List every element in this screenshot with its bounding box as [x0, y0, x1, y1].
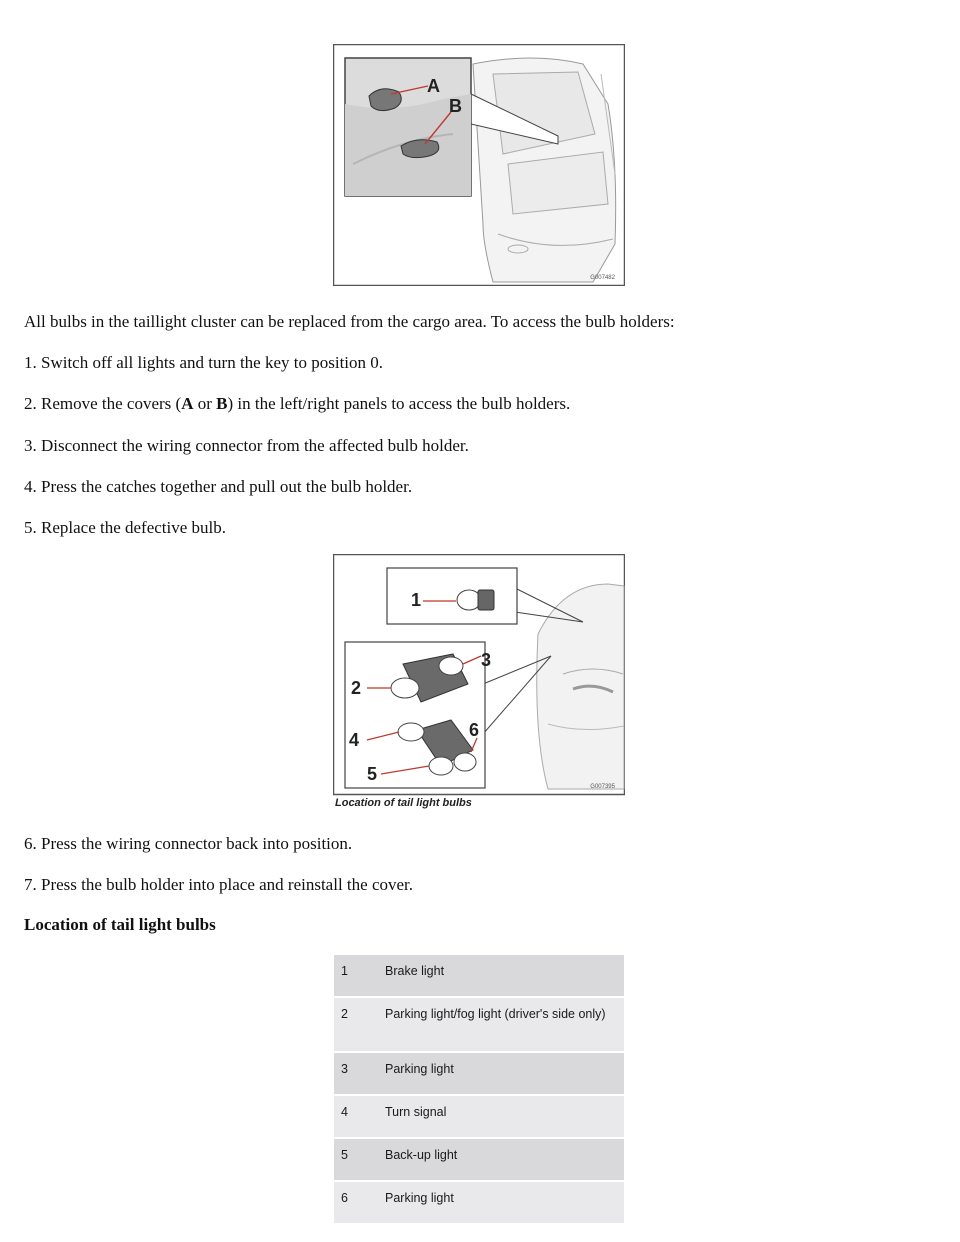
- bulb-number: 4: [334, 1096, 385, 1137]
- callout-2: 2: [351, 678, 362, 698]
- bulb-description: Brake light: [385, 955, 624, 996]
- bulb-number: 2: [334, 998, 385, 1051]
- callout-1: 1: [411, 590, 422, 610]
- step-2: 2. Remove the covers (A or B) in the left/right panels to access the bulb holders.: [24, 394, 571, 413]
- step-6: 6. Press the wiring connector back into position.: [24, 834, 353, 853]
- cargo-area-illustration: [333, 44, 625, 286]
- figure-caption: Location of tail light bulbs: [335, 797, 472, 809]
- table-row: [334, 1139, 624, 1180]
- bulb-description: Parking light/fog light (driver's side only): [385, 998, 624, 1051]
- step-3: 3. Disconnect the wiring connector from the affected bulb holder.: [24, 436, 469, 455]
- bulb-description: Back-up light: [385, 1139, 624, 1180]
- bulb-number: 5: [334, 1139, 385, 1180]
- cover-b-ref: B: [216, 394, 228, 413]
- bulb-description: Parking light: [385, 1182, 624, 1223]
- callout-b: B: [449, 96, 462, 116]
- figure-code: G007482: [590, 275, 615, 281]
- figure-code: G007395: [590, 784, 615, 790]
- intro-paragraph: All bulbs in the taillight cluster can be replaced from the cargo area. To access the bulb holders:: [24, 312, 675, 331]
- bulb-number: 6: [334, 1182, 385, 1223]
- table-row: [334, 1182, 624, 1223]
- callout-3: 3: [481, 650, 492, 670]
- table-row: [334, 1053, 624, 1094]
- step-7: 7. Press the bulb holder into place and reinstall the cover.: [24, 875, 414, 894]
- callout-4: 4: [349, 730, 360, 750]
- callout-a: A: [427, 76, 440, 96]
- section-heading: Location of tail light bulbs: [24, 915, 216, 934]
- callout-6: 6: [469, 720, 480, 740]
- bulb-description: Turn signal: [385, 1096, 624, 1137]
- callout-5: 5: [367, 764, 378, 784]
- step-4: 4. Press the catches together and pull out the bulb holder.: [24, 477, 413, 496]
- table-row: [334, 998, 624, 1051]
- cover-a-ref: A: [181, 394, 194, 413]
- step-5: 5. Replace the defective bulb.: [24, 518, 227, 537]
- figure-bulb-locations: [333, 554, 625, 812]
- bulb-description: Parking light: [385, 1053, 624, 1094]
- table-row: [334, 1096, 624, 1137]
- bulb-number: 1: [334, 955, 385, 996]
- figure-cargo-covers: [333, 44, 625, 286]
- bulb-number: 3: [334, 1053, 385, 1094]
- bulb-table: [334, 953, 624, 1225]
- step-1: 1. Switch off all lights and turn the key to position 0.: [24, 353, 384, 372]
- table-row: [334, 955, 624, 996]
